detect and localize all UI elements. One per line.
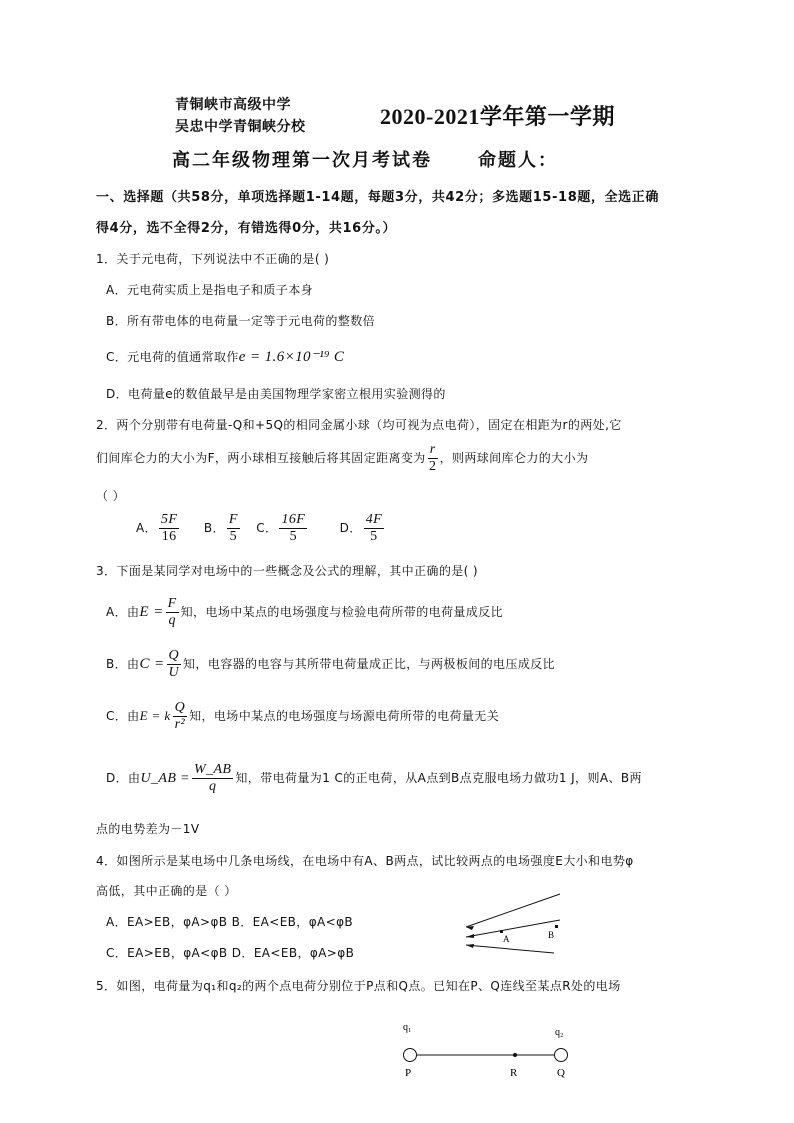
q3-option-b-prefix: B．由 (106, 657, 140, 671)
q3-option-b-num: Q (168, 648, 180, 663)
school-name-1: 青铜峡市高级中学 (175, 97, 291, 113)
q2-option-d-num: 4F (365, 512, 383, 527)
q2-option-b-num: F (228, 512, 238, 527)
q2-option-b-den: 5 (229, 529, 238, 544)
q3-option-b-text: 知，电容器的电容与其所带电荷量成正比，与两极板间的电压成反比 (183, 657, 556, 671)
q3-option-a (106, 596, 503, 629)
q3-option-d-lhs: U_AB = (140, 771, 191, 786)
q2-option-c-den: 5 (289, 529, 298, 544)
q3-option-a-num: F (167, 596, 177, 611)
q3-option-a-lhs: E = (139, 604, 164, 620)
q2-line2-prefix: 们间库仑力的大小为F，两小球相互接触后将其固定距离变为 (96, 451, 426, 465)
point-q-label: Q (557, 1067, 565, 1079)
q1-label: q₁ (403, 1022, 412, 1033)
point-r-label: R (510, 1067, 518, 1079)
q3-option-d-den: q (209, 779, 217, 794)
q2-label: q₂ (555, 1027, 564, 1038)
exam-title: 高二年级物理第一次月考试卷 (172, 150, 432, 171)
q1-option-d: D．电荷量e的数值最早是由美国物理学家密立根用实验测得的 (106, 387, 446, 401)
arrowhead-3 (466, 944, 474, 948)
q4-options-row2: C．EA>EB，φA<φB D．EA<EB，φA>φB (106, 946, 355, 960)
q3-option-a-den: q (168, 613, 176, 628)
q2-option-a-den: 16 (161, 529, 177, 544)
q3-option-c-den: r² (174, 717, 186, 732)
q2-option-a-num: 5F (161, 512, 178, 527)
q2-option-a-label: A． (136, 521, 158, 535)
q1-option-c-formula: e = 1.6×10⁻¹⁹ C (238, 349, 345, 365)
q5-line1: 5．如图，电荷量为q₁和q₂的两个点电荷分别位于P点和Q点。已知在P、Q连线至某点R处的电场 (96, 979, 621, 993)
charge-q-circle (555, 1049, 568, 1062)
q2-option-a-frac (159, 512, 179, 545)
q3-option-b-den: U (168, 665, 180, 680)
q2-option-c-num: 16F (281, 512, 306, 527)
term-title: 2020-2021学年第一学期 (380, 104, 615, 129)
q3-option-d-num: W_AB (194, 762, 232, 777)
q3-option-c-frac (173, 700, 188, 733)
point-r-dot (513, 1053, 517, 1057)
q3-stem: 3．下面是某同学对电场中的一些概念及公式的理解，其中正确的是( ) (96, 564, 479, 578)
q2-line1: 2．两个分别带有电荷量-Q和+5Q的相同金属小球（均可视为点电荷），固定在相距为r的两处,它 (96, 418, 622, 432)
q3-option-c-lhs: E = k (139, 708, 171, 723)
q3-option-a-prefix: A．由 (106, 605, 140, 619)
q2-answer-paren: （ ） (96, 489, 126, 503)
q1-option-c (106, 347, 344, 366)
q2-frac-den: 2 (428, 459, 437, 474)
q2-distance-fraction (428, 442, 438, 475)
q2-option-d-den: 5 (370, 529, 378, 544)
q1-option-b: B．所有带电体的电荷量一定等于元电荷的整数倍 (106, 314, 376, 328)
q2-frac-num: r (429, 442, 436, 457)
q3-option-b-lhs: C = (139, 656, 165, 672)
point-p-label: P (405, 1067, 412, 1079)
field-line-3 (466, 945, 554, 953)
point-b-label: B (548, 930, 555, 940)
point-a-marker (500, 930, 503, 933)
q2-option-d-label: D． (339, 521, 362, 535)
q2-option-d-frac (364, 512, 384, 545)
q3-option-b (106, 648, 555, 681)
q3-option-c (106, 700, 499, 733)
q1-stem: 1．关于元电荷，下列说法中不正确的是( ) (96, 252, 330, 266)
q3-option-d (106, 762, 642, 795)
charge-p-circle (404, 1049, 417, 1062)
q4-options-row1: A．EA>EB，φA>φB B．EA<EB，φA<φB (106, 915, 354, 929)
electric-field-lines-figure (460, 890, 570, 960)
section-heading-line1: 一、选择题（共58分，单项选择题1-14题，每题3分，共42分；多选题15-18题，全选正确 (96, 190, 659, 205)
q3-option-d-prefix: D．由 (106, 771, 141, 785)
point-charges-figure (395, 1018, 585, 1083)
q3-option-b-frac (167, 648, 182, 681)
author-label: 命题人： (478, 150, 558, 171)
q2-line2 (96, 442, 588, 475)
q2-option-c-frac (279, 512, 307, 545)
q1-option-a: A．元电荷实质上是指电子和质子本身 (106, 283, 314, 297)
q4-line1: 4．如图所示是某电场中几条电场线，在电场中有A、B两点，试比较两点的电场强度E大小和电势φ (96, 854, 634, 868)
q2-option-c-label: C． (256, 521, 278, 535)
q4-line2: 高低，其中正确的是（ ） (96, 884, 237, 898)
q3-option-a-frac (166, 596, 179, 629)
q2-option-b-frac (227, 512, 240, 545)
q3-option-d-text: 知，带电荷量为1 C的正电荷，从A点到B点克服电场力做功1 J，则A、B两 (235, 771, 642, 785)
q3-option-c-text: 知，电场中某点的电场强度与场源电荷所带的电荷量无关 (189, 709, 500, 723)
school-name-2: 吴忠中学青铜峡分校 (175, 119, 306, 135)
point-b-marker (555, 925, 558, 928)
q2-option-b-label: B． (203, 521, 225, 535)
q3-option-c-num: Q (174, 700, 186, 715)
section-heading-line2: 得4分，选不全得2分，有错选得0分，共16分。） (96, 221, 397, 236)
q2-line2-suffix: ，则两球间库仑力的大小为 (439, 451, 589, 465)
q3-option-c-prefix: C．由 (106, 709, 140, 723)
q2-options (136, 512, 386, 545)
q3-option-d-line2: 点的电势差为－1V (96, 822, 200, 836)
q3-option-d-frac (192, 762, 233, 795)
q3-option-a-text: 知，电场中某点的电场强度与检验电荷所带的电荷量成反比 (180, 605, 504, 619)
q1-option-c-text: C．元电荷的值通常取作 (106, 350, 239, 364)
arrowhead-2 (466, 934, 474, 938)
point-a-label: A (503, 934, 510, 944)
